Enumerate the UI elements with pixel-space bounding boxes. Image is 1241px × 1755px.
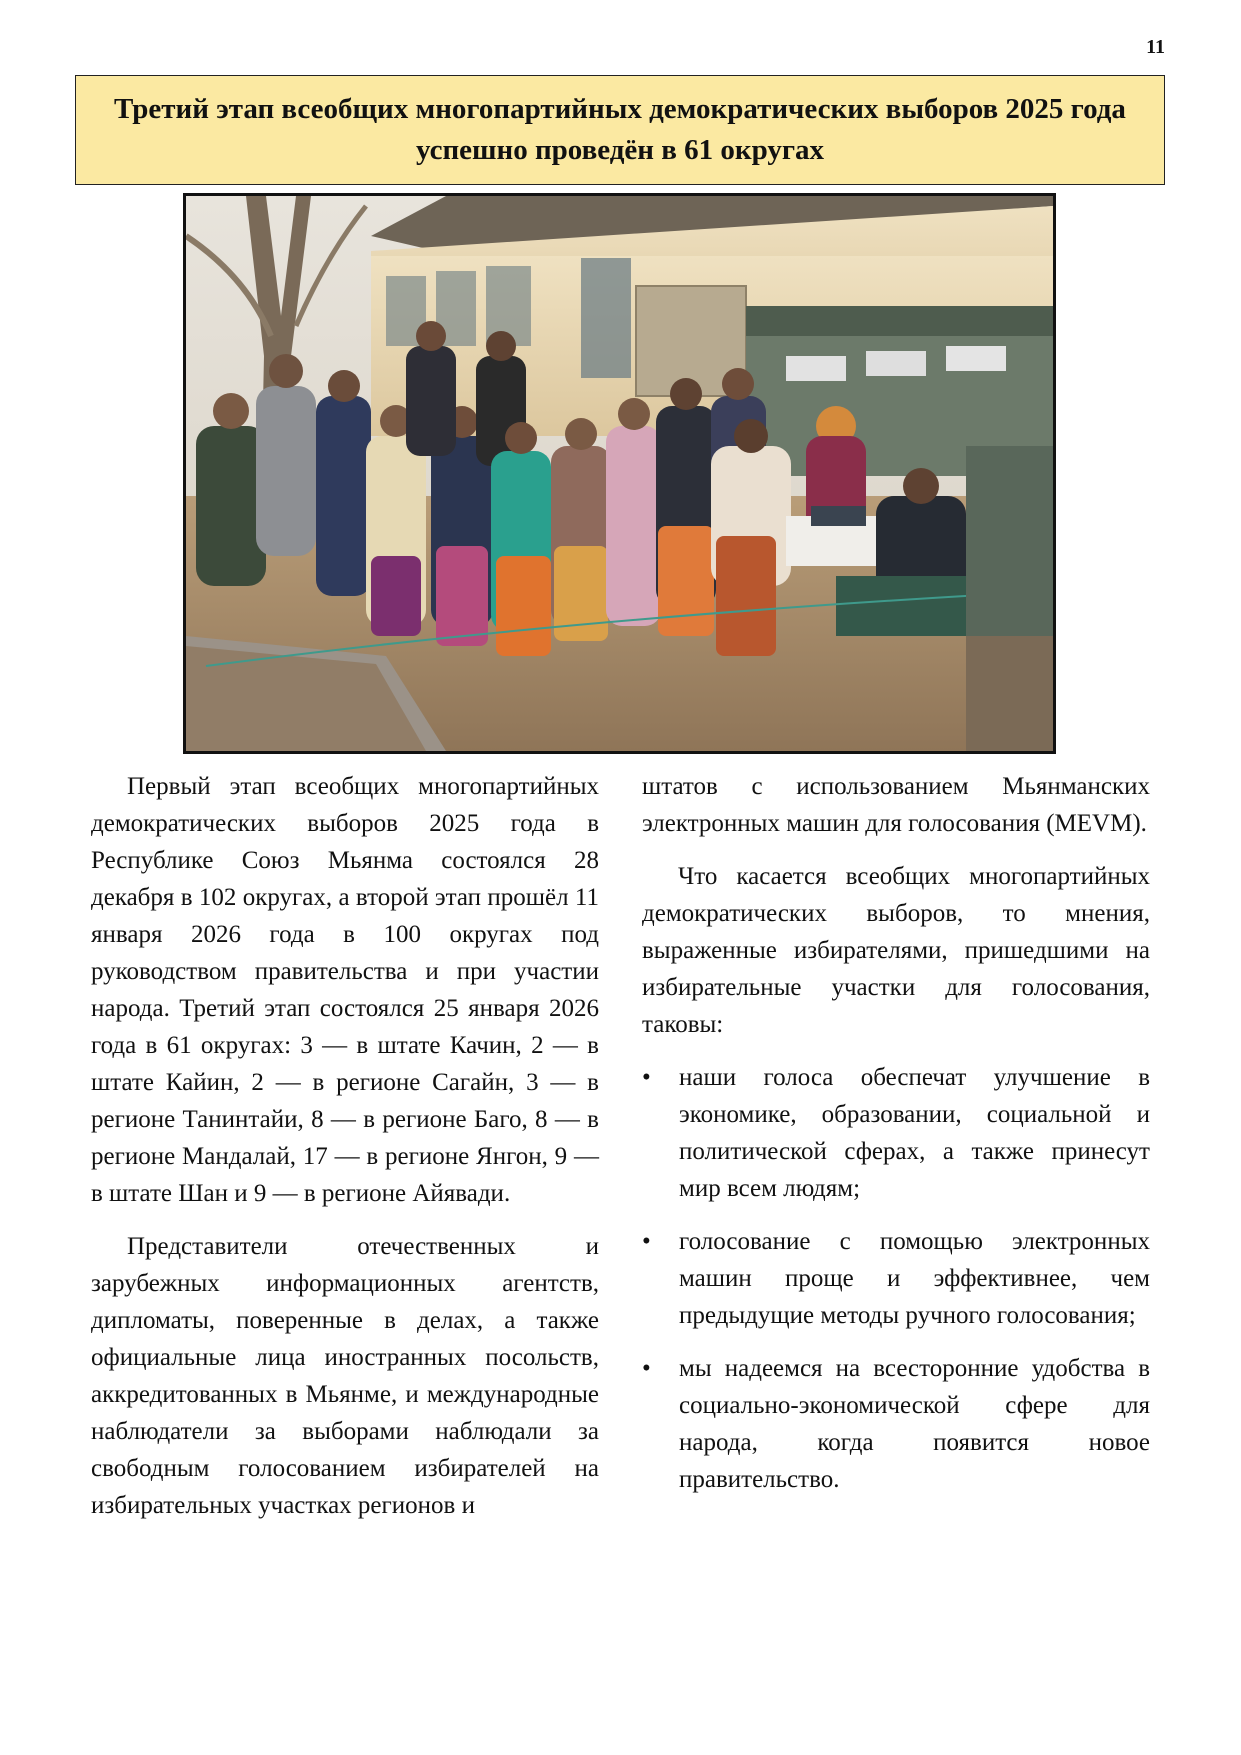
bullet-icon: • [642,1064,651,1091]
paragraph-observers-continuation: штатов с использованием Мьянманских электронных машин для голосования (MEVM). [642,773,1150,837]
title-box [75,75,1165,185]
photo-illustration [186,196,1053,751]
list-item-text: мы надеемся на всесторонние удобства в социально-экономической сфере для народа, когда появится новое правительство. [679,1355,1150,1493]
bullet-icon: • [642,1355,651,1382]
right-column [642,768,1150,1514]
left-column [91,768,599,1540]
list-item [642,1350,1150,1498]
bullet-icon: • [642,1228,651,1255]
list-item-text: голосование с помощью электронных машин проще и эффективнее, чем предыдущие методы ручного голосования; [679,1228,1150,1329]
list-item [642,1223,1150,1334]
page-number: 11 [1146,36,1165,58]
paragraph-observers: Представители отечественных и зарубежных информационных агентств, дипломаты, поверенные в делах, а также официальные лица иностранных посольств, аккредитованных в Мьянме, и международные наблюдатели за выборами наблюдали за свободным голосованием избирателей на избирательных участках регионов и [91,1233,599,1519]
list-item [642,1059,1150,1207]
paragraph-voter-opinions-intro: Что касается всеобщих многопартийных демократических выборов, то мнения, выраженные избирателями, пришедшими на избирательные участки для голосования, таковы: [642,863,1150,1038]
voter-opinions-list [642,1059,1150,1498]
polling-station-photo [183,193,1056,754]
paragraph-election-stages: Первый этап всеобщих многопартийных демократических выборов 2025 года в Республике Союз Мьянма состоялся 28 декабря в 102 округах, а второй этап прошёл 11 января 2026 года в 100 округах под руководством правительства и при участии народа. Третий этап состоялся 25 января 2026 года в 61 округах: 3 — в штате Качин, 2 — в штате Кайин, 2 — в регионе Сагайн, 3 — в регионе Танинтайи, 8 — в регионе Баго, 8 — в регионе Мандалай, 17 — в регионе Янгон, 9 — в штате Шан и 9 — в регионе Айявади. [91,773,599,1207]
article-title: Третий этап всеобщих многопартийных демократических выборов 2025 года успешно проведён в 61 округах [114,93,1126,166]
list-item-text: наши голоса обеспечат улучшение в экономике, образовании, социальной и политической сферах, а также принесут мир всем людям; [679,1064,1150,1202]
